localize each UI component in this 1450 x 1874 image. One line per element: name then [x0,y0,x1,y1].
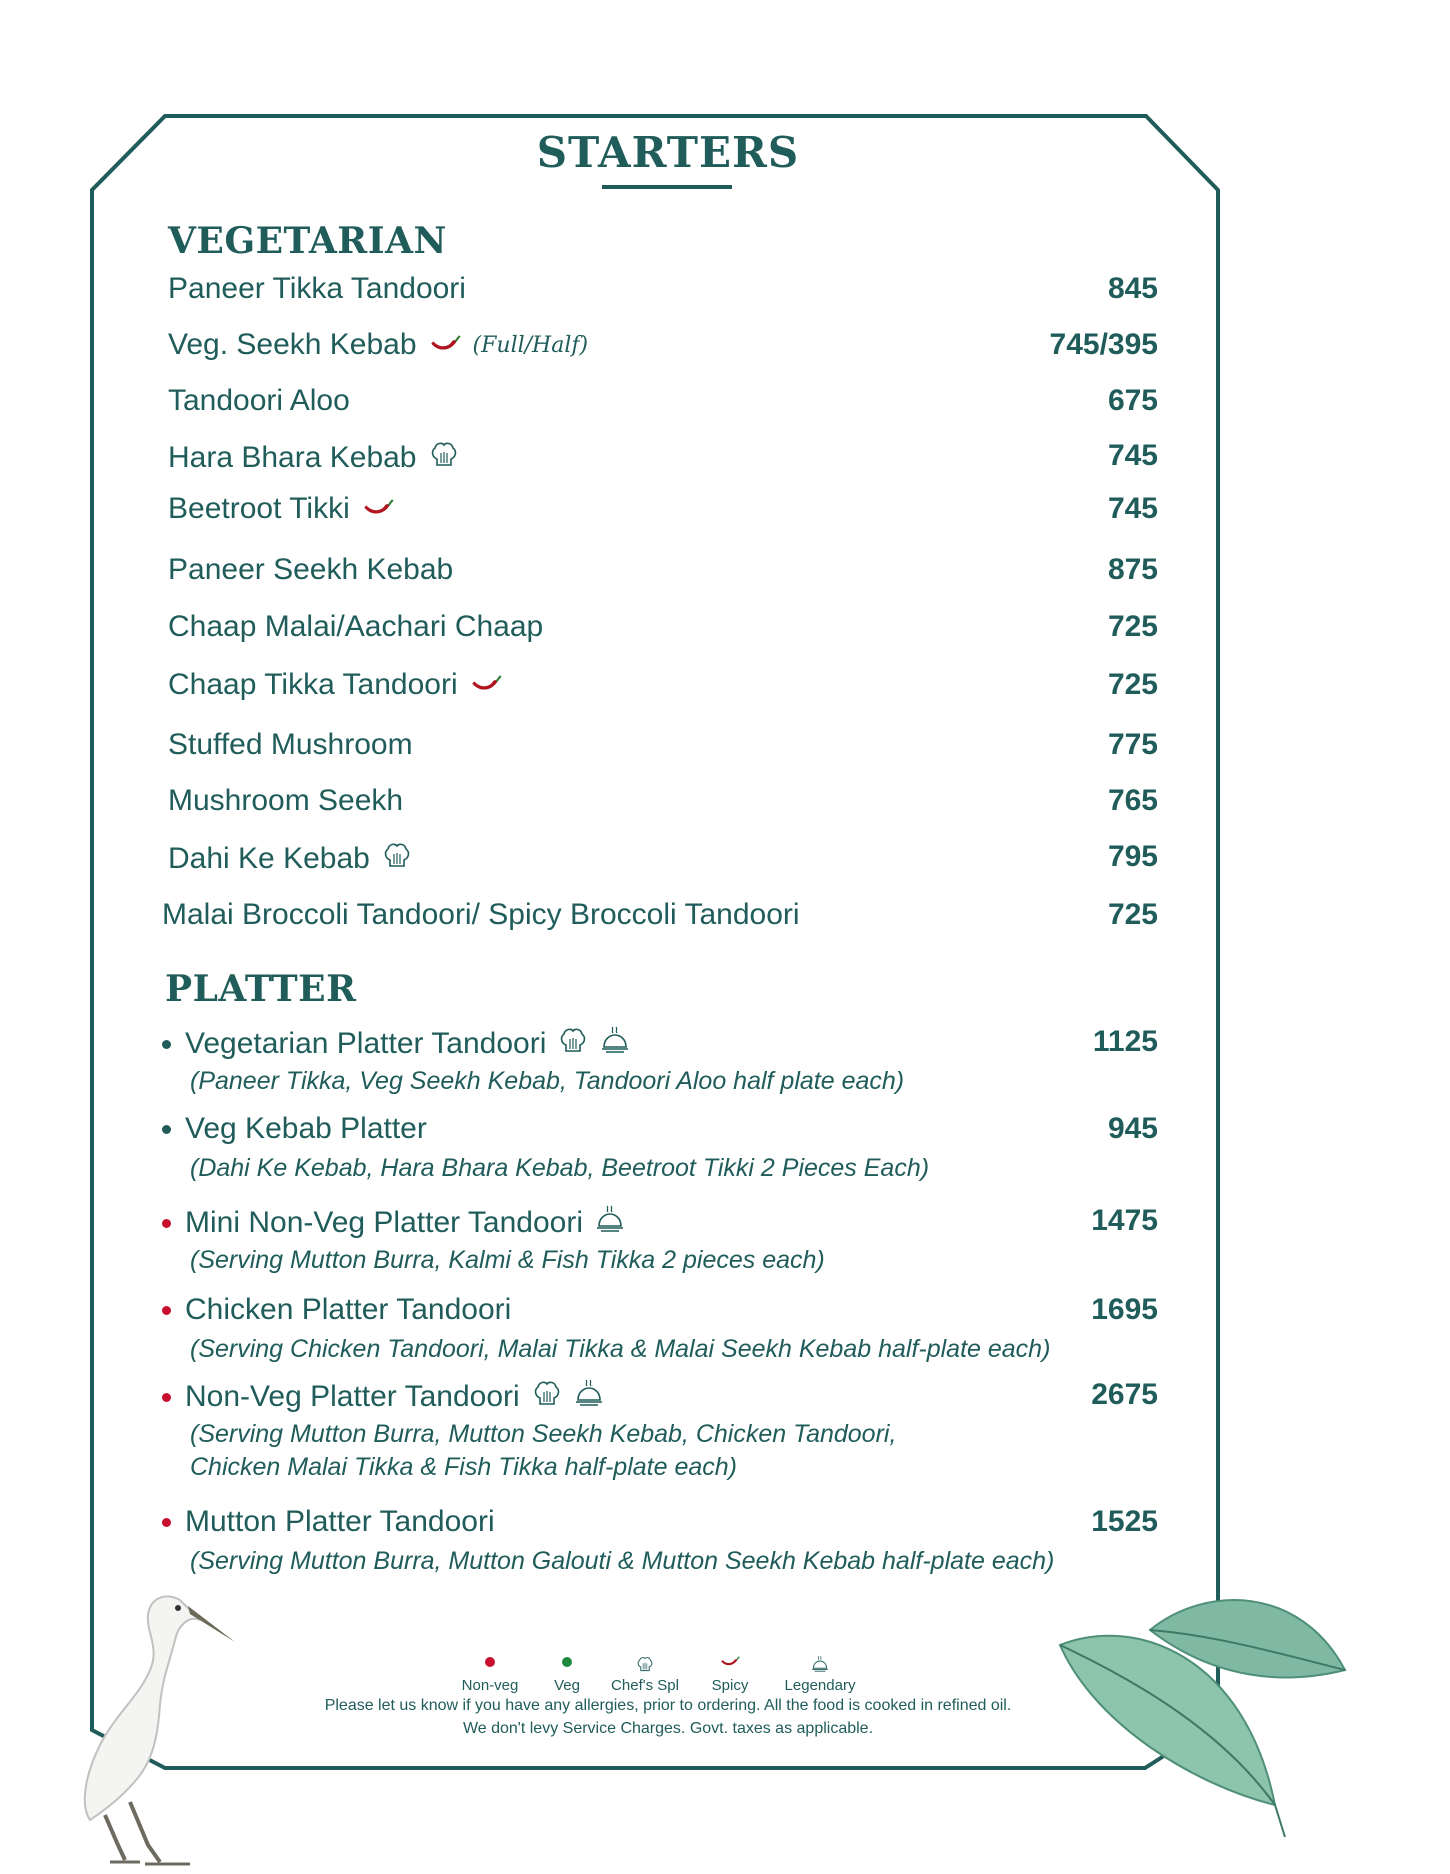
menu-item [168,784,1158,832]
menu-item [168,668,1158,716]
page-title: STARTERS [536,128,800,177]
menu-item [168,553,1158,601]
section-heading-platter: PLATTER [165,968,357,1010]
chef-hat-icon [558,1025,588,1063]
veg-bullet-icon [162,1040,171,1049]
cloche-icon [600,1025,630,1063]
cloche-icon [595,1204,625,1242]
legend-label: Veg [554,1677,580,1694]
item-price: 775 [1107,728,1158,761]
item-note: (Full/Half) [472,332,589,358]
item-price: 1695 [1091,1293,1158,1326]
item-price: 745 [1107,439,1158,472]
item-name: Chaap Tikka Tandoori [168,668,458,701]
item-name: Beetroot Tikki [168,492,350,525]
legend-label: Non-veg [461,1677,519,1694]
legend-item [527,1655,607,1694]
menu-item [168,840,1158,888]
footer-tax-note: We don't levy Service Charges. Govt. taxes as applicable. [462,1720,874,1737]
chili-icon [690,1655,770,1675]
item-name: Malai Broccoli Tandoori/ Spicy Broccoli Tandoori [162,898,800,931]
non-veg-bullet-icon [162,1518,171,1527]
legend-item [690,1655,770,1694]
item-price: 745 [1107,492,1158,525]
item-name: Dahi Ke Kebab [168,842,370,875]
item-price: 2675 [1091,1378,1158,1411]
legend-label: Spicy [711,1677,749,1694]
chef-hat-icon [605,1655,685,1675]
item-price: 675 [1107,384,1158,417]
item-name: Mushroom Seekh [168,784,404,817]
platter-item [162,1293,1158,1363]
platter-item [162,1378,1158,1481]
item-description: (Dahi Ke Kebab, Hara Bhara Kebab, Beetroot Tikki 2 Pieces Each) [190,1154,930,1182]
veg-bullet-icon [162,1125,171,1134]
item-description: (Serving Chicken Tandoori, Malai Tikka & Malai Seekh Kebab half-plate each) [190,1335,1051,1363]
chili-icon [470,668,502,702]
menu-item [168,728,1158,776]
footer-allergy-note: Please let us know if you have any allergies, prior to ordering. All the food is cooked in refined oil. [324,1697,1012,1714]
item-price: 765 [1107,784,1158,817]
menu-item [162,898,1158,946]
chef-hat-icon [532,1378,562,1416]
item-name: Hara Bhara Kebab [168,441,417,474]
chef-hat-icon [382,840,412,878]
item-price: 1525 [1091,1505,1158,1538]
legend-item [450,1655,530,1694]
item-name: Chaap Malai/Aachari Chaap [168,610,544,643]
item-description: (Serving Mutton Burra, Kalmi & Fish Tikka 2 pieces each) [190,1246,825,1274]
item-name: Paneer Seekh Kebab [168,553,454,586]
menu-item [168,492,1158,540]
menu-item [168,328,1158,376]
red-dot-icon [450,1655,530,1675]
item-price: 845 [1107,272,1158,305]
non-veg-bullet-icon [162,1306,171,1315]
item-price: 745/395 [1049,328,1158,361]
legend-item [780,1655,860,1694]
menu-item [168,384,1158,432]
menu-item [168,610,1158,658]
cloche-icon [574,1378,604,1416]
item-description: (Serving Mutton Burra, Mutton Seekh Kebab, Chicken Tandoori, [190,1420,897,1448]
item-price: 945 [1107,1112,1158,1145]
platter-item [162,1025,1158,1095]
item-price: 725 [1107,898,1158,931]
item-description: (Serving Mutton Burra, Mutton Galouti & Mutton Seekh Kebab half-plate each) [190,1547,1055,1575]
item-price: 795 [1107,840,1158,873]
non-veg-bullet-icon [162,1219,171,1228]
item-name: Vegetarian Platter Tandoori [185,1027,547,1060]
platter-item [162,1505,1158,1575]
menu-item [168,439,1158,487]
heron-illustration [30,1570,240,1870]
item-description: (Paneer Tikka, Veg Seekh Kebab, Tandoori Aloo half plate each) [190,1067,905,1095]
menu-item [168,272,1158,320]
legend-label: Legendary [784,1677,856,1694]
item-price: 1125 [1092,1025,1158,1058]
item-name: Veg. Seekh Kebab [168,328,417,361]
green-dot-icon [527,1655,607,1675]
item-name: Non-Veg Platter Tandoori [185,1380,520,1413]
item-description: Chicken Malai Tikka & Fish Tikka half-plate each) [190,1453,737,1481]
item-name: Stuffed Mushroom [168,728,413,761]
item-name: Veg Kebab Platter [185,1112,427,1145]
item-price: 725 [1107,610,1158,643]
item-name: Tandoori Aloo [168,384,350,417]
chef-hat-icon [429,439,459,477]
chili-icon [429,328,461,362]
chili-icon [362,492,394,526]
platter-item [162,1112,1158,1182]
item-price: 725 [1107,668,1158,701]
item-name: Mutton Platter Tandoori [185,1505,495,1538]
item-name: Chicken Platter Tandoori [185,1293,512,1326]
section-heading-vegetarian: VEGETARIAN [168,220,447,262]
cloche-icon [780,1655,860,1675]
item-price: 875 [1107,553,1158,586]
platter-item [162,1204,1158,1274]
title-underline [602,185,732,189]
item-name: Mini Non-Veg Platter Tandoori [185,1206,583,1239]
legend-label: Chef's Spl [611,1677,679,1694]
legend-item [605,1655,685,1694]
item-name: Paneer Tikka Tandoori [168,272,466,305]
non-veg-bullet-icon [162,1393,171,1402]
leaves-illustration [1055,1575,1355,1845]
item-price: 1475 [1091,1204,1158,1237]
